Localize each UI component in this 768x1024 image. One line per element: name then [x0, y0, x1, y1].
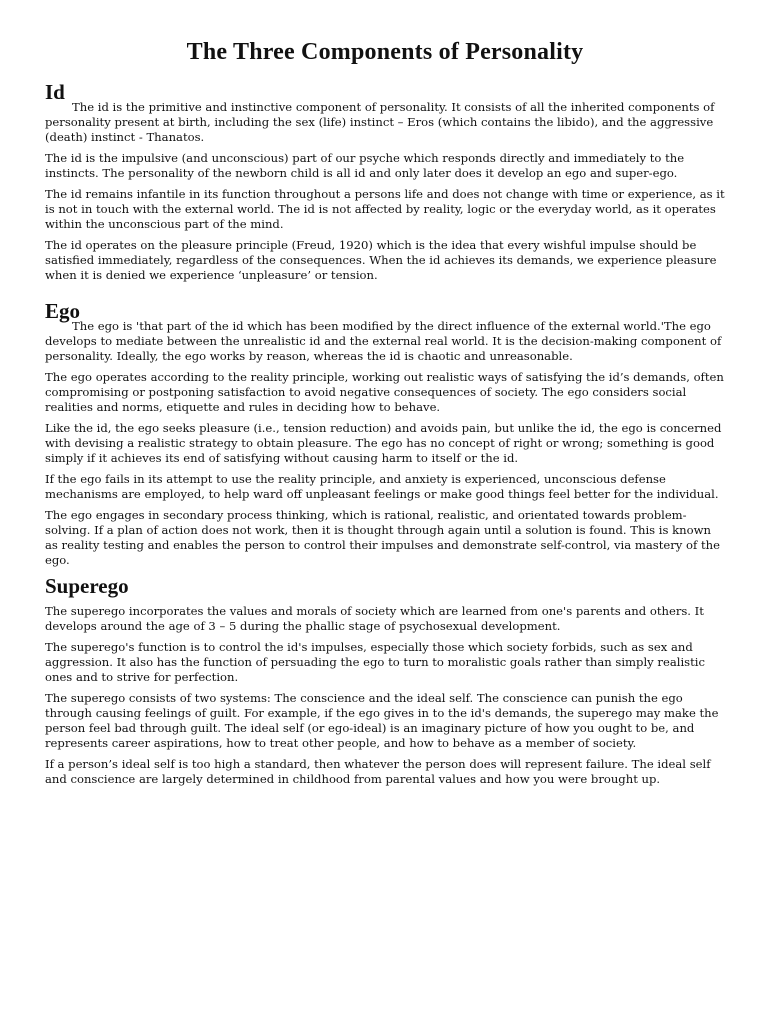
section-ego — [45, 299, 725, 568]
section-id — [45, 80, 725, 283]
paragraph: The id remains infantile in its function throughout a persons life and does not change with time or experience, as it is not in touch with the external world. The id is not affected by reality, logic or the everyday world, as it operates within the unconscious part of the mind. — [45, 187, 725, 231]
paragraph: The ego is 'that part of the id which has been modified by the direct influence of the external world.'The ego develops to mediate between the unrealistic id and the external real world. It is the decision-making component of personality. Ideally, the ego works by reason, whereas the id is chaotic and unreasonable. — [45, 319, 722, 363]
paragraph: If the ego fails in its attempt to use the reality principle, and anxiety is experienced, unconscious defense mechanisms are employed, to help ward off unpleasant feelings or make good things feel better for the individual. — [45, 472, 719, 501]
section-superego — [45, 574, 725, 787]
document-page — [45, 0, 725, 793]
section-heading-ego: Ego — [45, 299, 81, 323]
paragraph: The id operates on the pleasure principle (Freud, 1920) which is the idea that every wishful impulse should be satisfied immediately, regardless of the consequences. When the id achieves its demands, we experience pleasure when it is denied we experience ‘unpleasure’ or tension. — [45, 238, 717, 282]
paragraph: The superego's function is to control the id's impulses, especially those which society forbids, such as sex and aggression. It also has the function of persuading the ego to turn to moralistic goals rather than simply realistic ones and to strive for perfection. — [45, 640, 705, 684]
section-heading-id: Id — [45, 80, 65, 104]
paragraph: If a person’s ideal self is too high a standard, then whatever the person does will represent failure. The ideal self and conscience are largely determined in childhood from parental values and how you were brought up. — [45, 757, 711, 786]
paragraph: The id is the impulsive (and unconscious) part of our psyche which responds directly and immediately to the instincts. The personality of the newborn child is all id and only later does it develop an ego and super-ego. — [45, 151, 685, 180]
paragraph: The ego operates according to the reality principle, working out realistic ways of satisfying the id’s demands, often compromising or postponing satisfaction to avoid negative consequences of society. The ego considers social realities and norms, etiquette and rules in deciding how to behave. — [45, 370, 724, 414]
paragraph: The ego engages in secondary process thinking, which is rational, realistic, and orientated towards problem-solving. If a plan of action does not work, then it is thought through again until a solution is found. This is known as reality testing and enables the person to control their impulses and demonstrate self-control, via mastery of the ego. — [45, 508, 720, 567]
paragraph: The id is the primitive and instinctive component of personality. It consists of all the inherited components of personality present at birth, including the sex (life) instinct – Eros (which contains the libido), and the aggressive (death) instinct - Thanatos. — [45, 100, 715, 144]
document-title: The Three Components of Personality — [186, 39, 584, 65]
section-heading-superego: Superego — [45, 574, 129, 598]
paragraph: Like the id, the ego seeks pleasure (i.e., tension reduction) and avoids pain, but unlike the id, the ego is concerned with devising a realistic strategy to obtain pleasure. The ego has no concept of right or wrong; something is good simply if it achieves its end of satisfying without causing harm to itself or the id. — [45, 421, 722, 465]
paragraph: The superego consists of two systems: The conscience and the ideal self. The conscience can punish the ego through causing feelings of guilt. For example, if the ego gives in to the id's demands, the superego may make the person feel bad through guilt. The ideal self (or ego-ideal) is an imaginary picture of how you ought to be, and represents career aspirations, how to treat other people, and how to behave as a member of society. — [45, 691, 719, 750]
paragraph: The superego incorporates the values and morals of society which are learned from one's parents and others. It develops around the age of 3 – 5 during the phallic stage of psychosexual development. — [45, 604, 704, 633]
